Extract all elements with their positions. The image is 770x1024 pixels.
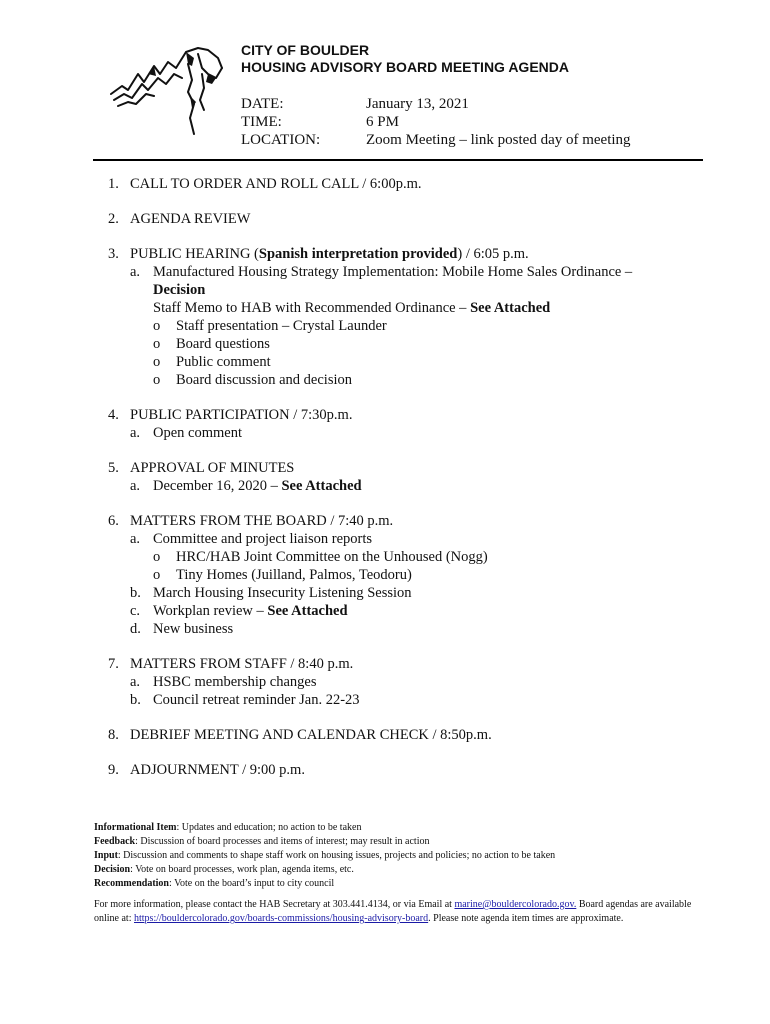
item-number: 8. xyxy=(108,727,119,743)
legend-row: Input: Discussion and comments to shape staff work on housing issues, projects and policies; no action to be taken xyxy=(94,850,556,861)
item-text: AGENDA REVIEW xyxy=(130,211,251,227)
sub-text: HSBC membership changes xyxy=(153,674,317,690)
agenda-item-4: 4. PUBLIC PARTICIPATION / 7:30p.m. a. Open comment xyxy=(108,407,353,441)
item-number: 7. xyxy=(108,656,119,672)
contact-footer: For more information, please contact the HAB Secretary at 303.441.4134, or via Email at marine@bouldercolorado.gov. Board agendas are available online at: https://bouldercolorado.gov/boards-commissions/housing-advisory-board. Please note agenda item times are approximate. xyxy=(94,899,692,924)
item-number: 3. xyxy=(108,246,119,262)
item-number: 2. xyxy=(108,211,119,227)
header-divider xyxy=(93,159,703,161)
agenda-item-7: 7. MATTERS FROM STAFF / 8:40 p.m. a. HSBC membership changes b. Council retreat reminder Jan. 22-23 xyxy=(108,656,360,708)
agenda-item-1 xyxy=(108,175,708,193)
legend-row: Recommendation: Vote on the board’s input to city council xyxy=(94,878,335,889)
agenda-item-6: 6. MATTERS FROM THE BOARD / 7:40 p.m. a. Committee and project liaison reports o HRC/HAB Joint Committee on the Unhoused (Nogg) o Tiny Homes (Juilland, Palmos, Teodoru) b. March Housing Insecurity Listening Session c. Workplan review – See Attached d. New business xyxy=(108,512,708,638)
sub-text: Workplan review – See Attached xyxy=(153,603,348,619)
meta-row-date xyxy=(241,95,631,113)
document-title: HOUSING ADVISORY BOARD MEETING AGENDA xyxy=(241,59,569,75)
bullet-item: o Staff presentation – Crystal Launder xyxy=(153,318,387,334)
bullet-item: o Tiny Homes (Juilland, Palmos, Teodoru) xyxy=(153,567,412,583)
meta-label: DATE: xyxy=(241,96,284,112)
sub-text: Open comment xyxy=(153,425,242,441)
sub-text: Committee and project liaison reports xyxy=(153,531,373,547)
item-text: PUBLIC HEARING (Spanish interpretation provided) / 6:05 p.m. xyxy=(130,246,529,262)
item-type-legend xyxy=(94,821,555,891)
bullet-item: o Public comment xyxy=(153,354,271,370)
item-number: 9. xyxy=(108,762,119,778)
sub-emphasis: Decision xyxy=(153,282,206,298)
item-text: MATTERS FROM STAFF / 8:40 p.m. xyxy=(130,656,354,672)
item-text: APPROVAL OF MINUTES xyxy=(130,460,295,476)
sub-text: December 16, 2020 – See Attached xyxy=(153,478,362,494)
agenda-list xyxy=(108,175,708,796)
legend-row: Feedback: Discussion of board processes and items of interest; may result in action xyxy=(94,836,430,847)
item-text: ADJOURNMENT / 9:00 p.m. xyxy=(130,762,305,778)
legend-row: Decision: Vote on board processes, work plan, agenda items, etc. xyxy=(94,864,354,875)
staff-memo: Staff Memo to HAB with Recommended Ordinance – See Attached xyxy=(153,300,551,316)
meta-value: January 13, 2021 xyxy=(366,96,469,112)
item-number: 5. xyxy=(108,460,119,476)
bullet-item: o HRC/HAB Joint Committee on the Unhoused (Nogg) xyxy=(153,549,488,565)
bullet-item: o Board questions xyxy=(153,336,270,352)
meta-row-time xyxy=(241,113,631,131)
item-number: 1. xyxy=(108,176,119,192)
item-text: PUBLIC PARTICIPATION / 7:30p.m. xyxy=(130,407,353,423)
meta-label: LOCATION: xyxy=(241,132,321,148)
agenda-item-9 xyxy=(108,761,708,779)
item-text: MATTERS FROM THE BOARD / 7:40 p.m. xyxy=(130,513,394,529)
org-name: CITY OF BOULDER xyxy=(241,42,370,58)
agenda-item-5: 5. APPROVAL OF MINUTES a. December 16, 2020 – See Attached xyxy=(108,460,362,494)
meta-value: Zoom Meeting – link posted day of meeting xyxy=(366,132,631,148)
sub-text: March Housing Insecurity Listening Session xyxy=(153,585,412,601)
bullet-item: o Board discussion and decision xyxy=(153,372,352,388)
meta-value: 6 PM xyxy=(366,114,399,130)
meeting-details xyxy=(241,95,631,149)
item-number: 4. xyxy=(108,407,119,423)
meta-row-location xyxy=(241,131,631,149)
item-text: DEBRIEF MEETING AND CALENDAR CHECK / 8:50p.m. xyxy=(130,727,492,743)
item-emphasis: Spanish interpretation provided xyxy=(258,246,458,262)
board-website-link[interactable]: https://bouldercolorado.gov/boards-commissions/housing-advisory-board xyxy=(134,913,429,924)
email-link[interactable]: marine@bouldercolorado.gov. xyxy=(454,899,577,910)
item-text: CALL TO ORDER AND ROLL CALL / 6:00p.m. xyxy=(130,176,422,192)
sub-text: New business xyxy=(153,621,234,637)
agenda-item-3 xyxy=(108,245,708,389)
agenda-item-8 xyxy=(108,726,708,744)
item-number: 6. xyxy=(108,513,119,529)
legend-row: Informational Item: Updates and education; no action to be taken xyxy=(94,822,362,833)
sub-letter: a. xyxy=(130,264,141,280)
sub-text: Manufactured Housing Strategy Implementation: Mobile Home Sales Ordinance – xyxy=(153,264,633,280)
agenda-item-2 xyxy=(108,210,708,228)
document-header xyxy=(241,42,569,76)
meta-label: TIME: xyxy=(241,114,282,130)
city-of-boulder-logo xyxy=(108,44,233,144)
sub-text: Council retreat reminder Jan. 22-23 xyxy=(153,692,360,708)
